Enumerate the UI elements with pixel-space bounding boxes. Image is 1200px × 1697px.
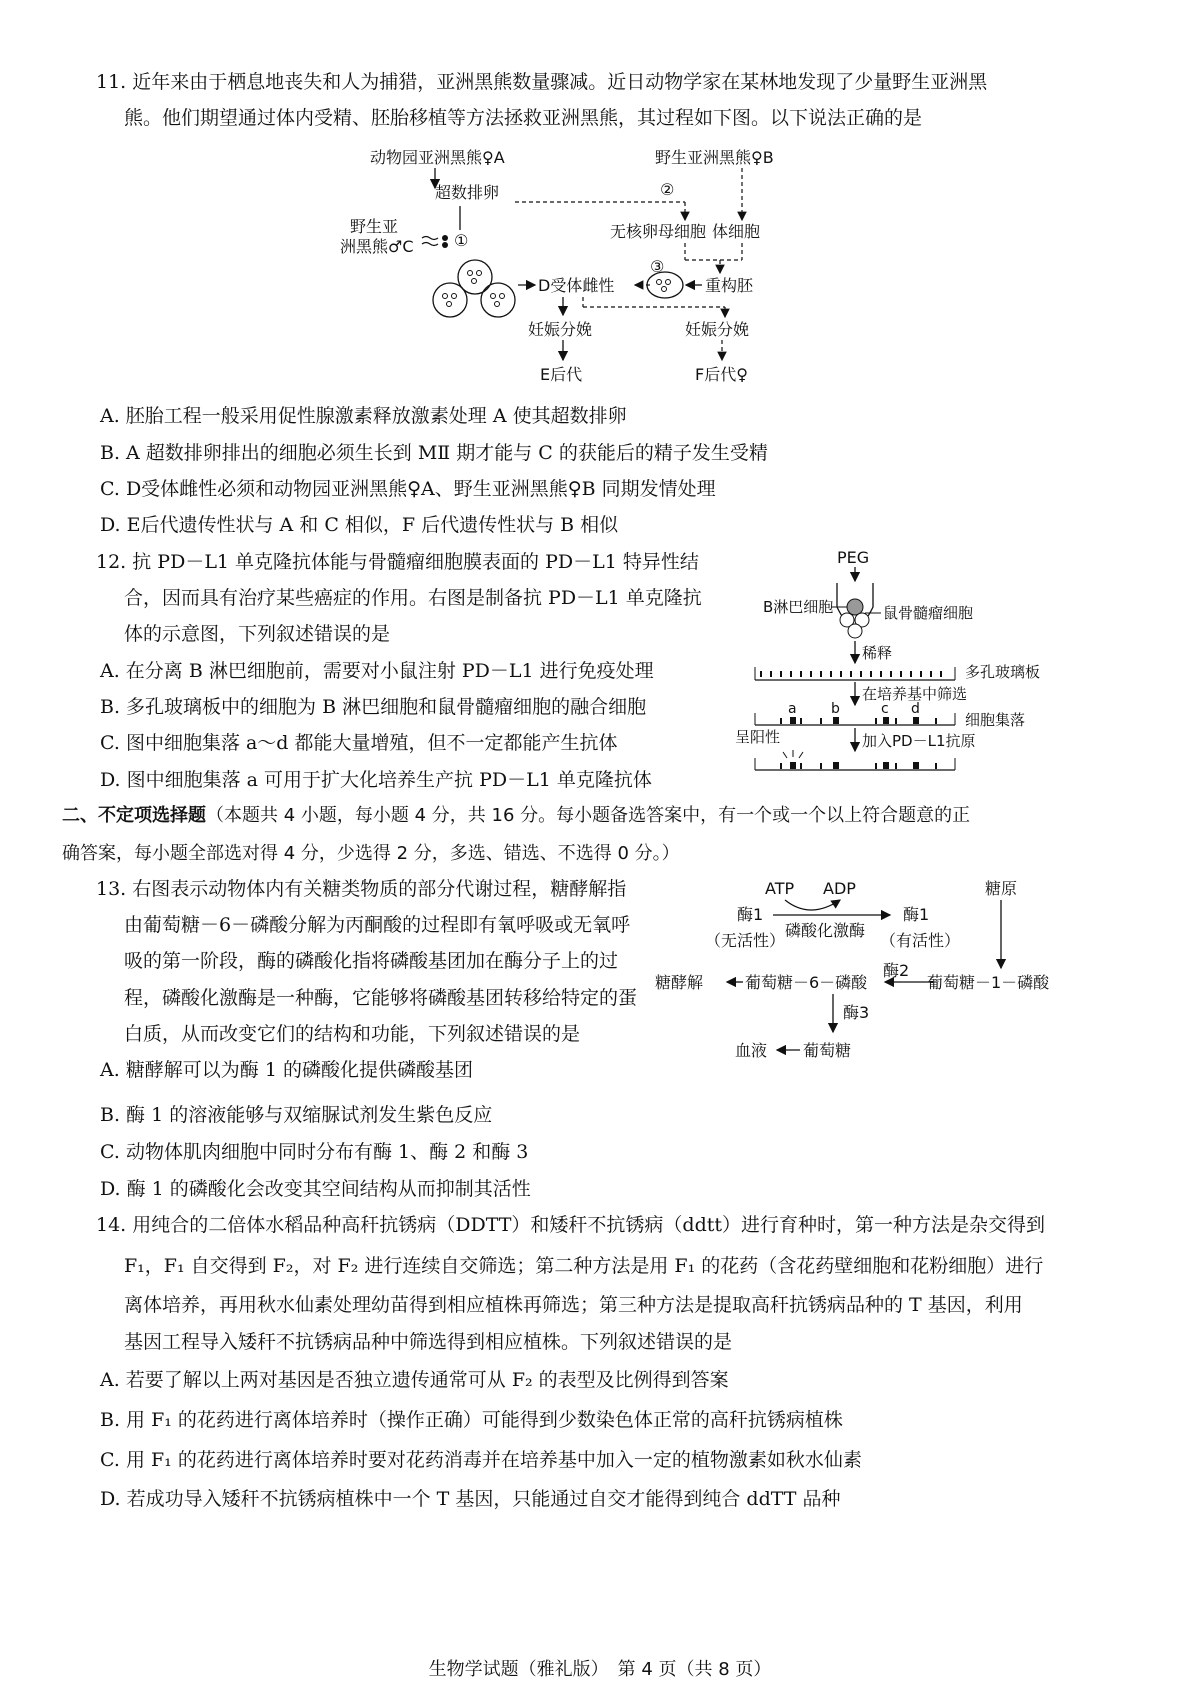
q12-colony-c-label: c — [881, 701, 889, 717]
q11-wild-male-label-1: 野生亚 — [350, 217, 399, 236]
q11-f-offspring-label: F后代♀ — [695, 365, 748, 384]
q13-option-a: A. 糖酵解可以为酶 1 的磷酸化提供磷酸基团 — [100, 1059, 473, 1081]
q12-positive-label: 呈阳性 — [735, 728, 781, 746]
q13-enzyme1-active-name: 酶1 — [903, 905, 930, 924]
q14-option-c: C. 用 F₁ 的花药进行离体培养时要对花药消毒并在培养基中加入一定的植物激素如秋水仙素 — [100, 1449, 862, 1471]
section2-heading — [62, 804, 970, 828]
q14-stem-line1: 14. 用纯合的二倍体水稻品种高秆抗锈病（DDTT）和矮秆不抗锈病（ddtt）进行育种时，第一种方法是杂交得到 — [96, 1214, 1046, 1236]
q11-option-b: B. A 超数排卵排出的细胞必须生长到 MⅡ 期才能与 C 的获能后的精子发生受精 — [100, 442, 768, 464]
q11-stem-line2: 熊。他们期望通过体内受精、胚胎移植等方法拯救亚洲黑熊，其过程如下图。以下说法正确的是 — [124, 107, 923, 129]
q14-option-a: A. 若要了解以上两对基因是否独立遗传通常可从 F₂ 的表型及比例得到答案 — [100, 1369, 729, 1391]
q14-stem-line4: 基因工程导入矮秆不抗锈病品种中筛选得到相应植株。下列叙述错误的是 — [124, 1331, 733, 1353]
q13-kinase-label: 磷酸化激酶 — [785, 921, 866, 940]
q13-blood-label: 血液 — [735, 1041, 768, 1060]
q12-myeloma-label: 鼠骨髓瘤细胞 — [883, 604, 974, 622]
q13-glucose-label: 葡萄糖 — [803, 1041, 852, 1060]
q13-enzyme1-inactive-name: 酶1 — [737, 905, 764, 924]
q12-stem-line2: 合，因而具有治疗某些癌症的作用。右图是制备抗 PD－L1 单克隆抗 — [124, 587, 702, 609]
q12-b-cell-label: B淋巴细胞 — [763, 598, 834, 616]
q14-stem-line3: 离体培养，再用秋水仙素处理幼苗得到相应植株再筛选；第三种方法是提取高秆抗锈病品种的 T 基因，利用 — [124, 1294, 1023, 1316]
q11-pregnancy-left-label: 妊娠分娩 — [528, 320, 593, 339]
q12-add-antigen-label: 加入PD－L1抗原 — [862, 732, 976, 750]
q12-colony-a-label: a — [788, 701, 797, 717]
q12-stem-line3: 体的示意图，下列叙述错误的是 — [124, 623, 391, 645]
q12-colony-d-label: d — [911, 701, 920, 717]
q12-option-b: B. 多孔玻璃板中的细胞为 B 淋巴细胞和鼠骨髓瘤细胞的融合细胞 — [100, 696, 647, 718]
q11-e-offspring-label: E后代 — [540, 365, 583, 384]
q12-colony-b-label: b — [831, 701, 840, 717]
q13-glycolysis-label: 糖酵解 — [655, 973, 704, 992]
q11-reconstructed-embryo-label: 重构胚 — [705, 276, 754, 295]
q12-peg-label: PEG — [837, 548, 870, 567]
q11-superovulation-label: 超数排卵 — [435, 183, 500, 202]
section2-desc-line2: 确答案，每小题全部选对得 4 分，少选得 2 分，多选、错选、不选得 0 分。） — [62, 843, 680, 864]
q12-stem-line1: 12. 抗 PD－L1 单克隆抗体能与骨髓瘤细胞膜表面的 PD－L1 特异性结 — [96, 551, 699, 573]
q13-inactive-label: （无活性） — [705, 931, 786, 950]
q13-stem-line4: 程，磷酸化激酶是一种酶，它能够将磷酸基团转移给特定的蛋 — [124, 987, 638, 1009]
q13-option-c: C. 动物体肌肉细胞中同时分布有酶 1、酶 2 和酶 3 — [100, 1141, 529, 1163]
q13-option-d: D. 酶 1 的磷酸化会改变其空间结构从而抑制其活性 — [100, 1178, 531, 1200]
q11-wild-male-label-2: 洲黑熊♂C — [340, 237, 414, 256]
q11-step2-marker: ② — [660, 180, 675, 199]
q12-plate-label: 多孔玻璃板 — [965, 663, 1041, 681]
q14-stem-line2: F₁，F₁ 自交得到 F₂，对 F₂ 进行连续自交筛选；第二种方法是用 F₁ 的花药（含花药壁细胞和花粉细胞）进行 — [124, 1255, 1044, 1277]
q14-option-b: B. 用 F₁ 的花药进行离体培养时（操作正确）可能得到少数染色体正常的高秆抗锈病植株 — [100, 1409, 843, 1431]
q11-diagram — [330, 140, 800, 390]
q13-g6p-label: 葡萄糖－6－磷酸 — [745, 973, 868, 992]
q14-option-d: D. 若成功导入矮秆不抗锈病植株中一个 T 基因，只能通过自交才能得到纯合 ddTT 品种 — [100, 1488, 841, 1510]
q13-g1p-label: 葡萄糖－1－磷酸 — [927, 973, 1050, 992]
q11-option-d: D. E后代遗传性状与 A 和 C 相似，F 后代遗传性状与 B 相似 — [100, 514, 619, 536]
q11-option-a: A. 胚胎工程一般采用促性腺激素释放激素处理 A 使其超数排卵 — [100, 405, 627, 427]
q12-screen-label: 在培养基中筛选 — [862, 685, 968, 703]
q13-glycogen-label: 糖原 — [985, 879, 1018, 898]
q11-step1-marker: ① — [454, 231, 469, 250]
q13-active-label: （有活性） — [880, 931, 961, 950]
q11-recipient-label: D受体雌性 — [538, 276, 615, 295]
q12-option-c: C. 图中细胞集落 a～d 都能大量增殖，但不一定都能产生抗体 — [100, 732, 618, 754]
q12-diagram — [735, 545, 1155, 790]
q11-stem-line1: 11. 近年来由于栖息地丧失和人为捕猎，亚洲黑熊数量骤减。近日动物学家在某林地发现了少量野生亚洲黑 — [96, 71, 988, 93]
q12-colony-label: 细胞集落 — [965, 711, 1026, 729]
q12-option-a: A. 在分离 B 淋巴细胞前，需要对小鼠注射 PD－L1 进行免疫处理 — [100, 660, 654, 682]
section2-title: 二、不定项选择题 — [62, 805, 206, 826]
q12-option-d: D. 图中细胞集落 a 可用于扩大化培养生产抗 PD－L1 单克隆抗体 — [100, 769, 652, 791]
q13-stem-line3: 吸的第一阶段，酶的磷酸化指将磷酸基团加在酶分子上的过 — [124, 950, 619, 972]
page-footer: 生物学试题（雅礼版） 第 4 页（共 8 页） — [428, 1659, 772, 1680]
q13-enzyme2-label: 酶2 — [883, 961, 910, 980]
q13-atp-label: ATP — [765, 879, 795, 898]
q11-wild-female-label: 野生亚洲黑熊♀B — [655, 148, 774, 167]
q11-enucleated-oocyte-label: 无核卵母细胞 — [610, 222, 707, 241]
q13-enzyme3-label: 酶3 — [843, 1003, 870, 1022]
q11-option-c: C. D受体雌性必须和动物园亚洲黑熊♀A、野生亚洲黑熊♀B 同期发情处理 — [100, 478, 716, 500]
q13-option-b: B. 酶 1 的溶液能够与双缩脲试剂发生紫色反应 — [100, 1104, 493, 1126]
q11-pregnancy-right-label: 妊娠分娩 — [685, 320, 750, 339]
q13-stem-line5: 白质，从而改变它们的结构和功能，下列叙述错误的是 — [124, 1023, 581, 1045]
q12-dilute-label: 稀释 — [862, 644, 893, 662]
q13-stem-line1: 13. 右图表示动物体内有关糖类物质的部分代谢过程，糖酵解指 — [96, 878, 627, 900]
q13-diagram — [655, 870, 1150, 1070]
q11-step3-marker: ③ — [650, 257, 665, 276]
q11-zoo-bear-label: 动物园亚洲黑熊♀A — [370, 148, 505, 167]
q13-stem-line2: 由葡萄糖－6－磷酸分解为丙酮酸的过程即有氧呼吸或无氧呼 — [124, 914, 631, 936]
q12-plate-row — [755, 667, 955, 680]
q13-adp-label: ADP — [823, 879, 856, 898]
section2-desc-line1: （本题共 4 小题，每小题 4 分，共 16 分。每小题备选答案中，有一个或一个以上符合题意的正 — [206, 805, 971, 826]
q11-somatic-cell-label: 体细胞 — [712, 222, 761, 241]
